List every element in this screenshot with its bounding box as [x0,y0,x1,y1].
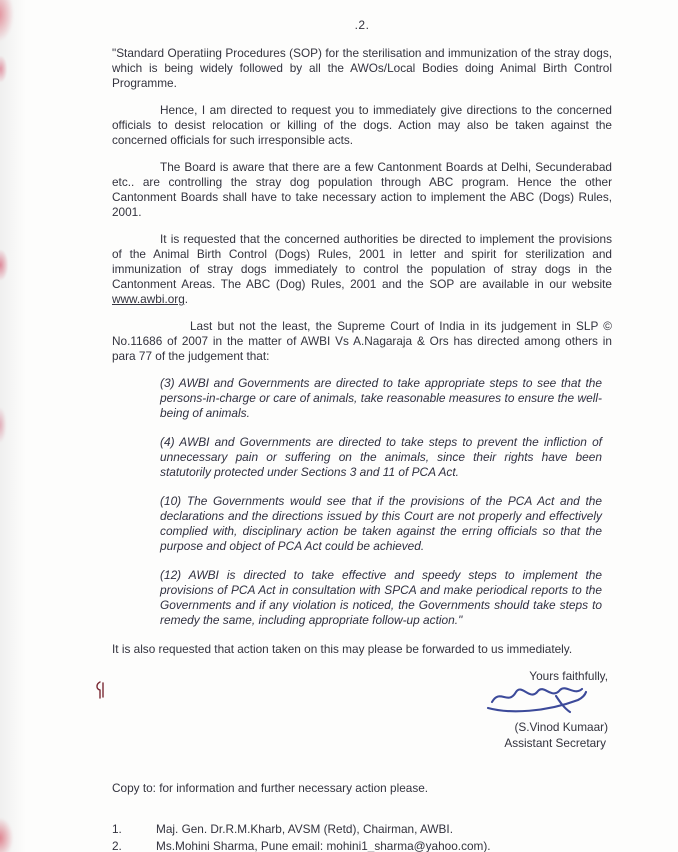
copy-item [112,822,612,837]
copy-item [112,839,612,852]
judgement-quotes [160,376,602,628]
paragraph-requested-text: It is requested that the concerned authorities be directed to implement the provisions of the Animal Birth Control (Dogs) Rules, 2001 in letter and spirit for sterilization and immunization of stray dogs immediately to control the population of stray dogs in the Cantonment Areas. The ABC (Dog) Rules, 2001 and the SOP are available in our website [112,232,612,291]
quote-para-4: (4) AWBI and Governments are directed to take steps to prevent the infliction of unnecessary pain or suffering on the animals, since their rights have been statutorily protected under Sections 3 and 11 of PCA Act. [160,435,602,479]
scan-artifact [0,818,13,852]
paragraph-requested-end: . [184,292,189,306]
signer-title: Assistant Secretary [504,736,606,750]
paragraph-sop: "Standard Operatiing Procedures (SOP) for the sterilisation and immunization of the stray dogs, which is being widely followed by all the AWOs/Local Bodies doing Animal Birth Control Programme. [112,46,612,90]
page-number: .2. [354,18,370,32]
copy-item-number: 2. [112,839,122,852]
copy-item-text: Ms.Mohini Sharma, Pune email: mohini1_sharma@yahoo.com). [156,839,491,852]
scan-artifact [0,250,8,280]
paragraph-requested [112,232,612,307]
paragraph-hence: Hence, I am directed to request you to immediately give directions to the concerned officials to desist relocation or killing of the dogs. Action may also be taken against the concerned officials for such irresponsible acts. [112,103,612,147]
salutation: Yours faithfully, [529,669,608,683]
scan-artifact [0,56,7,82]
copy-item-number: 1. [112,822,122,836]
website-link[interactable]: www.awbi.org [112,292,185,306]
pen-mark-icon [92,680,108,700]
signer-name: (S.Vinod Kumaar) [514,720,608,734]
paragraph-board: The Board is aware that there are a few Cantonment Boards at Delhi, Secunderabad etc.. are controlling the stray dog population through ABC program. Hence the other Cantonment Boards shall have to take necessary action to implement the ABC (Dogs) Rules, 2001. [112,160,612,219]
copy-list [112,822,612,852]
signature [112,686,608,720]
copy-section [112,781,612,852]
scan-artifact [0,0,14,42]
copy-item-text: Maj. Gen. Dr.R.M.Kharb, AVSM (Retd), Chairman, AWBI. [156,822,453,836]
signoff-block [112,669,612,751]
quote-para-12: (12) AWBI is directed to take effective and speedy steps to implement the provisions of PCA Act in consultation with SPCA and make periodical reports to the Governments and if any violation is noticed, the Governments should take steps to remedy the same, including appropriate follow-up action." [160,568,602,627]
quote-para-3: (3) AWBI and Governments are directed to take appropriate steps to see that the persons-in-charge or care of animals, take reasonable measures to ensure the well-being of animals. [160,376,602,420]
paragraph-supreme-court: Last but not the least, the Supreme Court of India in its judgement in SLP © No.11686 of 2007 in the matter of AWBI Vs A.Nagaraja & Ors has directed among others in para 77 of the judgement that: [112,319,612,363]
paragraph-closing: It is also requested that action taken on this may please be forwarded to us immediately. [112,642,573,656]
signature-icon [486,682,590,718]
copy-heading: Copy to: for information and further necessary action please. [112,781,429,795]
quote-para-10: (10) The Governments would see that if the provisions of the PCA Act and the declarations and the directions issued by this Court are not properly and effectively complied with, disciplinary action be taken against the erring officials so that the purpose and object of PCA Act could be achieved. [160,494,602,553]
scan-artifact [0,408,6,442]
